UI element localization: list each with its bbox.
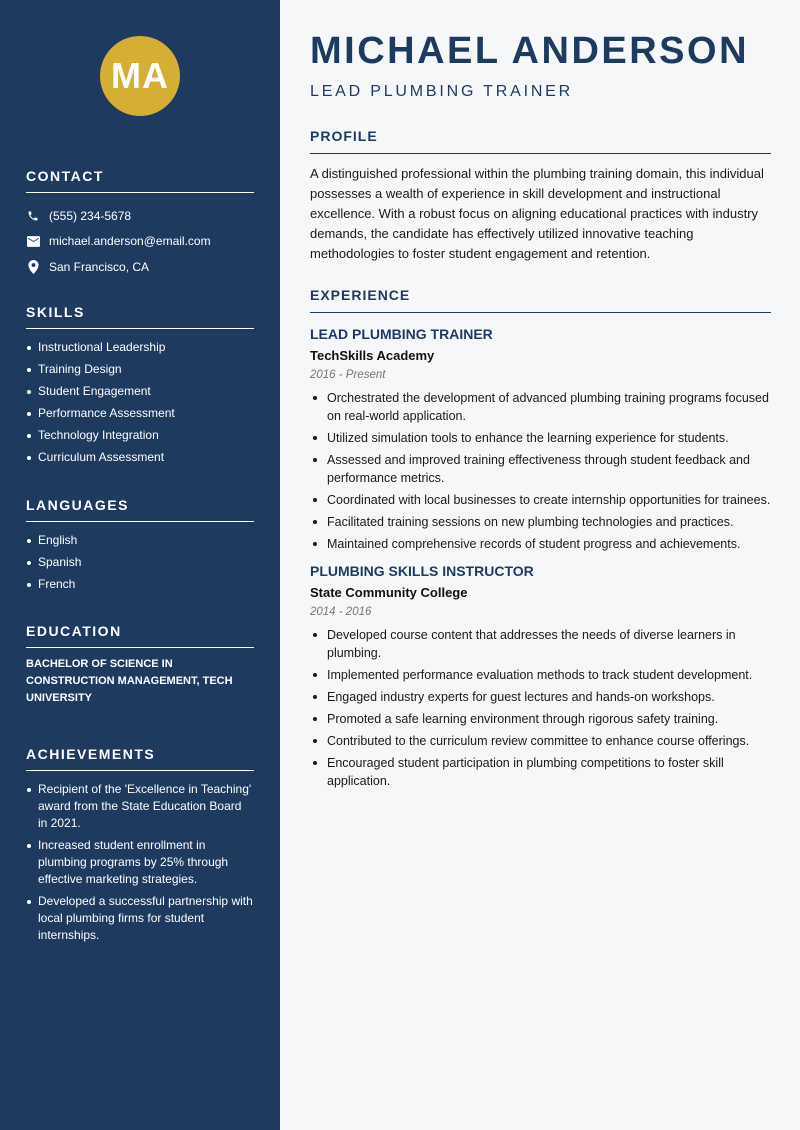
list-item: Implemented performance evaluation methods to track student development. <box>310 666 771 684</box>
achievements-heading: ACHIEVEMENTS <box>26 746 254 771</box>
list-item: Student Engagement <box>26 383 254 400</box>
contact-phone[interactable] <box>26 203 254 229</box>
languages-list <box>26 532 254 593</box>
list-item: Promoted a safe learning environment through rigorous safety training. <box>310 710 771 728</box>
list-item: Performance Assessment <box>26 405 254 422</box>
list-item: Contributed to the curriculum review committee to enhance course offerings. <box>310 732 771 750</box>
achievements-section <box>26 746 254 949</box>
email-icon <box>26 234 40 248</box>
job-dates: 2016 - Present <box>310 369 386 381</box>
job-company: State Community College <box>310 585 468 600</box>
profile-section <box>310 128 771 264</box>
location-pin-icon <box>26 260 40 274</box>
achievements-list <box>26 781 254 944</box>
candidate-title: LEAD PLUMBING TRAINER <box>310 83 573 100</box>
skills-list <box>26 339 254 466</box>
list-item: Developed a successful partnership with local plumbing firms for student internships. <box>26 893 254 944</box>
skills-heading: SKILLS <box>26 304 254 329</box>
list-item: Increased student enrollment in plumbing programs by 25% through effective marketing strategies. <box>26 837 254 888</box>
list-item: French <box>26 576 254 593</box>
list-item: Facilitated training sessions on new plumbing technologies and practices. <box>310 513 771 531</box>
list-item: Recipient of the 'Excellence in Teaching' award from the State Education Board in 2021. <box>26 781 254 832</box>
sidebar <box>0 0 280 1130</box>
profile-heading: PROFILE <box>310 128 771 154</box>
list-item: Encouraged student participation in plumbing competitions to foster skill application. <box>310 754 771 790</box>
list-item: Engaged industry experts for guest lectures and hands-on workshops. <box>310 688 771 706</box>
experience-section <box>310 287 771 794</box>
job-title: LEAD PLUMBING TRAINER <box>310 326 493 342</box>
list-item: Maintained comprehensive records of student progress and achievements. <box>310 535 771 553</box>
contact-list <box>26 203 254 280</box>
contact-location <box>26 254 254 280</box>
avatar: MA <box>100 36 180 116</box>
job-bullets <box>310 389 771 553</box>
phone-icon <box>26 209 40 223</box>
list-item: Utilized simulation tools to enhance the learning experience for students. <box>310 429 771 447</box>
list-item: Training Design <box>26 361 254 378</box>
phone-text: (555) 234-5678 <box>49 208 132 223</box>
job-entry <box>310 326 771 553</box>
email-text: michael.anderson@email.com <box>49 234 211 249</box>
list-item: Orchestrated the development of advanced plumbing training programs focused on real-world application. <box>310 389 771 425</box>
job-company: TechSkills Academy <box>310 348 435 363</box>
list-item: Developed course content that addresses the needs of diverse learners in plumbing. <box>310 626 771 662</box>
contact-email[interactable] <box>26 229 254 255</box>
list-item: Instructional Leadership <box>26 339 254 356</box>
education-section <box>26 623 254 707</box>
languages-heading: LANGUAGES <box>26 497 254 522</box>
list-item: English <box>26 532 254 549</box>
list-item: Assessed and improved training effectiveness through student feedback and performance metrics. <box>310 451 771 487</box>
job-title: PLUMBING SKILLS INSTRUCTOR <box>310 563 534 579</box>
profile-text: A distinguished professional within the plumbing training domain, this individual possesses a wealth of experience in skill development and instructional excellence. With a robust focus on aligning educational practices with industry demands, the candidate has effectively utilized innovative teaching methodologies to foster student engagement and retention. <box>310 166 764 261</box>
experience-heading: EXPERIENCE <box>310 287 771 313</box>
location-text: San Francisco, CA <box>49 259 150 274</box>
list-item: Spanish <box>26 554 254 571</box>
contact-heading: CONTACT <box>26 168 254 193</box>
list-item: Coordinated with local businesses to create internship opportunities for trainees. <box>310 491 771 509</box>
skills-section <box>26 304 254 471</box>
job-bullets <box>310 626 771 790</box>
list-item: Technology Integration <box>26 427 254 444</box>
contact-section <box>26 168 254 280</box>
job-entry <box>310 563 771 790</box>
list-item: Curriculum Assessment <box>26 449 254 466</box>
education-degree: BACHELOR OF SCIENCE IN CONSTRUCTION MANAGEMENT, TECH UNIVERSITY <box>26 658 233 704</box>
languages-section <box>26 497 254 598</box>
main-content <box>280 0 800 1130</box>
education-heading: EDUCATION <box>26 623 254 648</box>
candidate-name: MICHAEL ANDERSON <box>310 30 750 72</box>
job-dates: 2014 - 2016 <box>310 606 372 618</box>
